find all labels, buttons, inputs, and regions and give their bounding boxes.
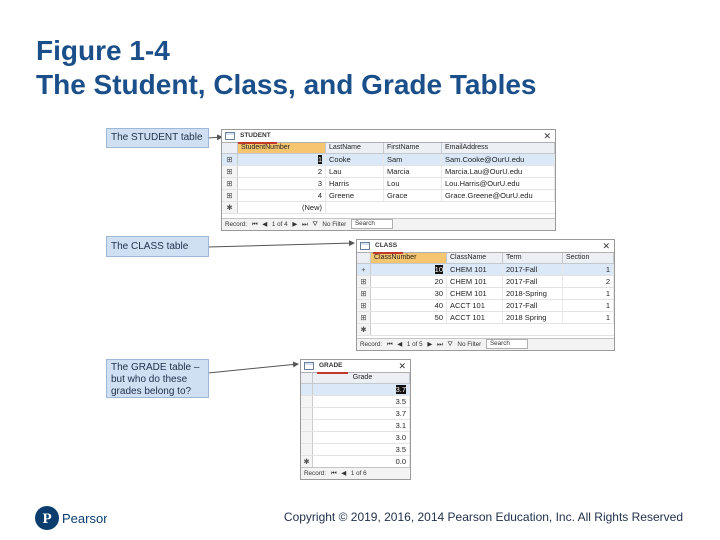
student-record-navigator xyxy=(222,218,555,230)
cell[interactable]: ACCT 101 xyxy=(447,300,503,311)
close-icon[interactable]: ✕ xyxy=(602,241,610,251)
student-callout-text: The STUDENT table xyxy=(111,132,203,143)
col-email[interactable]: EmailAddress xyxy=(442,143,555,153)
nav-prev-icon[interactable]: ◀ xyxy=(341,470,347,477)
cell[interactable]: 3 xyxy=(238,178,326,189)
title-line-1: Figure 1-4 xyxy=(36,35,170,66)
table-row[interactable] xyxy=(301,420,410,432)
new-record-row[interactable] xyxy=(357,324,614,336)
nav-last-icon[interactable]: ⏭ xyxy=(301,221,308,228)
class-arrow xyxy=(208,243,354,247)
cell[interactable]: Sam xyxy=(384,154,442,165)
cell[interactable]: 2017-Fall xyxy=(503,300,563,311)
class-callout xyxy=(106,236,209,257)
nav-first-icon[interactable]: ⏮ xyxy=(330,470,337,477)
table-row[interactable] xyxy=(357,288,614,300)
cell[interactable]: Marcia xyxy=(384,166,442,177)
cell[interactable]: Grace.Greene@OurU.edu xyxy=(442,190,555,201)
expand-icon[interactable]: ⊞ xyxy=(222,154,238,165)
record-label: Record: xyxy=(360,341,383,348)
expand-icon[interactable]: ⊞ xyxy=(222,166,238,177)
col-class-number[interactable]: ClassNumber xyxy=(371,253,447,263)
cell[interactable]: 1 xyxy=(563,264,614,275)
row-selector[interactable] xyxy=(301,384,313,395)
nav-prev-icon[interactable]: ◀ xyxy=(262,221,268,228)
cell[interactable]: Marcia.Lau@OurU.edu xyxy=(442,166,555,177)
cell[interactable]: Greene xyxy=(326,190,384,201)
cell[interactable]: 2 xyxy=(563,276,614,287)
expand-icon[interactable]: ⊞ xyxy=(222,178,238,189)
cell[interactable]: 3.0 xyxy=(313,432,410,443)
grade-tab[interactable]: GRADE xyxy=(317,360,348,374)
filter-status[interactable]: No Filter xyxy=(457,341,482,348)
cell[interactable]: CHEM 101 xyxy=(447,276,503,287)
grade-header-row xyxy=(301,373,410,384)
pearson-logo-icon xyxy=(35,505,107,531)
cell[interactable]: Cooke xyxy=(326,154,384,165)
class-header-row xyxy=(357,253,614,264)
table-icon xyxy=(304,362,314,370)
cell[interactable]: 2017-Fall xyxy=(503,264,563,275)
table-row[interactable] xyxy=(301,384,410,396)
nav-first-icon[interactable]: ⏮ xyxy=(386,341,393,348)
grade-table-window xyxy=(300,359,411,480)
cell[interactable]: 3.7 xyxy=(313,384,410,395)
close-icon[interactable]: ✕ xyxy=(543,131,551,141)
class-callout-text: The CLASS table xyxy=(111,241,189,252)
nav-prev-icon[interactable]: ◀ xyxy=(397,341,403,348)
slide-title xyxy=(36,34,537,102)
row-selector[interactable] xyxy=(301,408,313,419)
class-tab-bar xyxy=(357,240,614,253)
cell[interactable]: ACCT 101 xyxy=(447,312,503,323)
student-arrow xyxy=(208,137,222,138)
cell[interactable]: 4 xyxy=(238,190,326,201)
col-student-number[interactable]: StudentNumber xyxy=(238,143,326,153)
nav-first-icon[interactable]: ⏮ xyxy=(251,221,258,228)
table-row[interactable] xyxy=(301,396,410,408)
new-record-icon: ✱ xyxy=(357,324,371,335)
cell[interactable]: Harris xyxy=(326,178,384,189)
cell[interactable]: CHEM 101 xyxy=(447,264,503,275)
cell[interactable]: CHEM 101 xyxy=(447,288,503,299)
copyright-text: Copyright © 2019, 2016, 2014 Pearson Education, Inc. All Rights Reserved xyxy=(283,510,683,524)
table-icon xyxy=(225,132,235,140)
table-row[interactable] xyxy=(222,154,555,166)
cell[interactable]: 2 xyxy=(238,166,326,177)
cell[interactable]: 20 xyxy=(371,276,447,287)
table-row[interactable] xyxy=(357,312,614,324)
student-table-window xyxy=(221,129,556,231)
table-row[interactable] xyxy=(301,444,410,456)
record-position[interactable]: 1 of 4 xyxy=(271,221,288,228)
cell[interactable]: 1 xyxy=(563,300,614,311)
table-row[interactable] xyxy=(357,264,614,276)
col-grade[interactable]: Grade xyxy=(313,373,410,383)
table-row[interactable] xyxy=(357,276,614,288)
cell[interactable]: Lou.Harris@OurU.edu xyxy=(442,178,555,189)
col-class-name[interactable]: ClassName xyxy=(447,253,503,263)
grade-callout-text: The GRADE table – but who do these grades belong to? xyxy=(111,362,200,397)
cell[interactable]: 0.0 xyxy=(313,456,410,467)
cell[interactable]: Lau xyxy=(326,166,384,177)
filter-icon: ⛛ xyxy=(447,341,453,348)
expand-icon[interactable]: ⊞ xyxy=(357,300,371,311)
cell[interactable]: 3.5 xyxy=(313,444,410,455)
cell[interactable]: 1 xyxy=(238,154,326,165)
cell[interactable]: 2017-Fall xyxy=(503,276,563,287)
grade-callout xyxy=(106,359,209,398)
class-record-navigator xyxy=(357,338,614,350)
search-input[interactable]: Search xyxy=(351,219,393,229)
cell[interactable]: Grace xyxy=(384,190,442,201)
student-tab[interactable]: STUDENT xyxy=(238,130,277,144)
svg-text:Pearson: Pearson xyxy=(62,511,107,526)
cell[interactable]: 40 xyxy=(371,300,447,311)
new-record-icon: ✱ xyxy=(301,456,313,467)
new-record-cell[interactable]: (New) xyxy=(238,202,326,213)
nav-last-icon[interactable]: ⏭ xyxy=(436,341,443,348)
class-tab[interactable]: CLASS xyxy=(373,240,403,254)
row-selector[interactable] xyxy=(301,432,313,443)
col-last-name[interactable]: LastName xyxy=(326,143,384,153)
student-header-row xyxy=(222,143,555,154)
grade-record-navigator xyxy=(301,467,410,479)
record-position[interactable]: 1 of 6 xyxy=(350,470,367,477)
table-row[interactable] xyxy=(301,432,410,444)
nav-next-icon[interactable]: ▶ xyxy=(292,221,298,228)
cell[interactable]: 3.7 xyxy=(313,408,410,419)
search-input[interactable]: Search xyxy=(486,339,528,349)
record-position[interactable]: 1 of 5 xyxy=(406,341,423,348)
expand-icon[interactable]: ⊞ xyxy=(222,190,238,201)
table-row[interactable] xyxy=(222,190,555,202)
expand-icon[interactable]: ⊞ xyxy=(357,288,371,299)
col-term[interactable]: Term xyxy=(503,253,563,263)
cell[interactable]: 2018 Spring xyxy=(503,312,563,323)
select-all-cell[interactable] xyxy=(357,253,371,263)
grade-arrow xyxy=(208,364,298,373)
cell[interactable]: 10 xyxy=(371,264,447,275)
table-row[interactable] xyxy=(357,300,614,312)
cell[interactable]: 2018-Spring xyxy=(503,288,563,299)
svg-text:P: P xyxy=(42,511,52,527)
pearson-logo xyxy=(35,505,107,529)
table-row[interactable] xyxy=(222,178,555,190)
select-all-cell[interactable] xyxy=(301,373,313,383)
row-selector[interactable] xyxy=(301,396,313,407)
new-record-icon: ✱ xyxy=(222,202,238,213)
cell[interactable]: 3.1 xyxy=(313,420,410,431)
expand-icon[interactable]: ⊞ xyxy=(357,276,371,287)
cell[interactable]: 1 xyxy=(563,312,614,323)
row-selector[interactable] xyxy=(301,420,313,431)
expand-icon[interactable]: ⊞ xyxy=(357,312,371,323)
student-callout xyxy=(106,128,209,148)
new-record-row[interactable] xyxy=(222,202,555,214)
cell[interactable]: Lou xyxy=(384,178,442,189)
grade-tab-bar xyxy=(301,360,410,373)
close-icon[interactable]: ✕ xyxy=(398,361,406,371)
select-all-cell[interactable] xyxy=(222,143,238,153)
student-tab-bar xyxy=(222,130,555,143)
class-table-window xyxy=(356,239,615,351)
cell[interactable]: 3.5 xyxy=(313,396,410,407)
title-line-2: The Student, Class, and Grade Tables xyxy=(36,69,537,100)
col-section[interactable]: Section xyxy=(563,253,614,263)
cell[interactable]: 30 xyxy=(371,288,447,299)
table-row[interactable] xyxy=(222,166,555,178)
row-selector[interactable] xyxy=(301,444,313,455)
col-first-name[interactable]: FirstName xyxy=(384,143,442,153)
nav-next-icon[interactable]: ▶ xyxy=(427,341,433,348)
cell[interactable]: Sam.Cooke@OurU.edu xyxy=(442,154,555,165)
table-row[interactable] xyxy=(301,408,410,420)
record-label: Record: xyxy=(225,221,248,228)
expand-icon[interactable]: + xyxy=(357,264,371,275)
filter-icon: ⛛ xyxy=(312,221,318,228)
record-label: Record: xyxy=(304,470,327,477)
table-icon xyxy=(360,242,370,250)
cell[interactable]: 50 xyxy=(371,312,447,323)
cell[interactable]: 1 xyxy=(563,288,614,299)
filter-status[interactable]: No Filter xyxy=(322,221,347,228)
